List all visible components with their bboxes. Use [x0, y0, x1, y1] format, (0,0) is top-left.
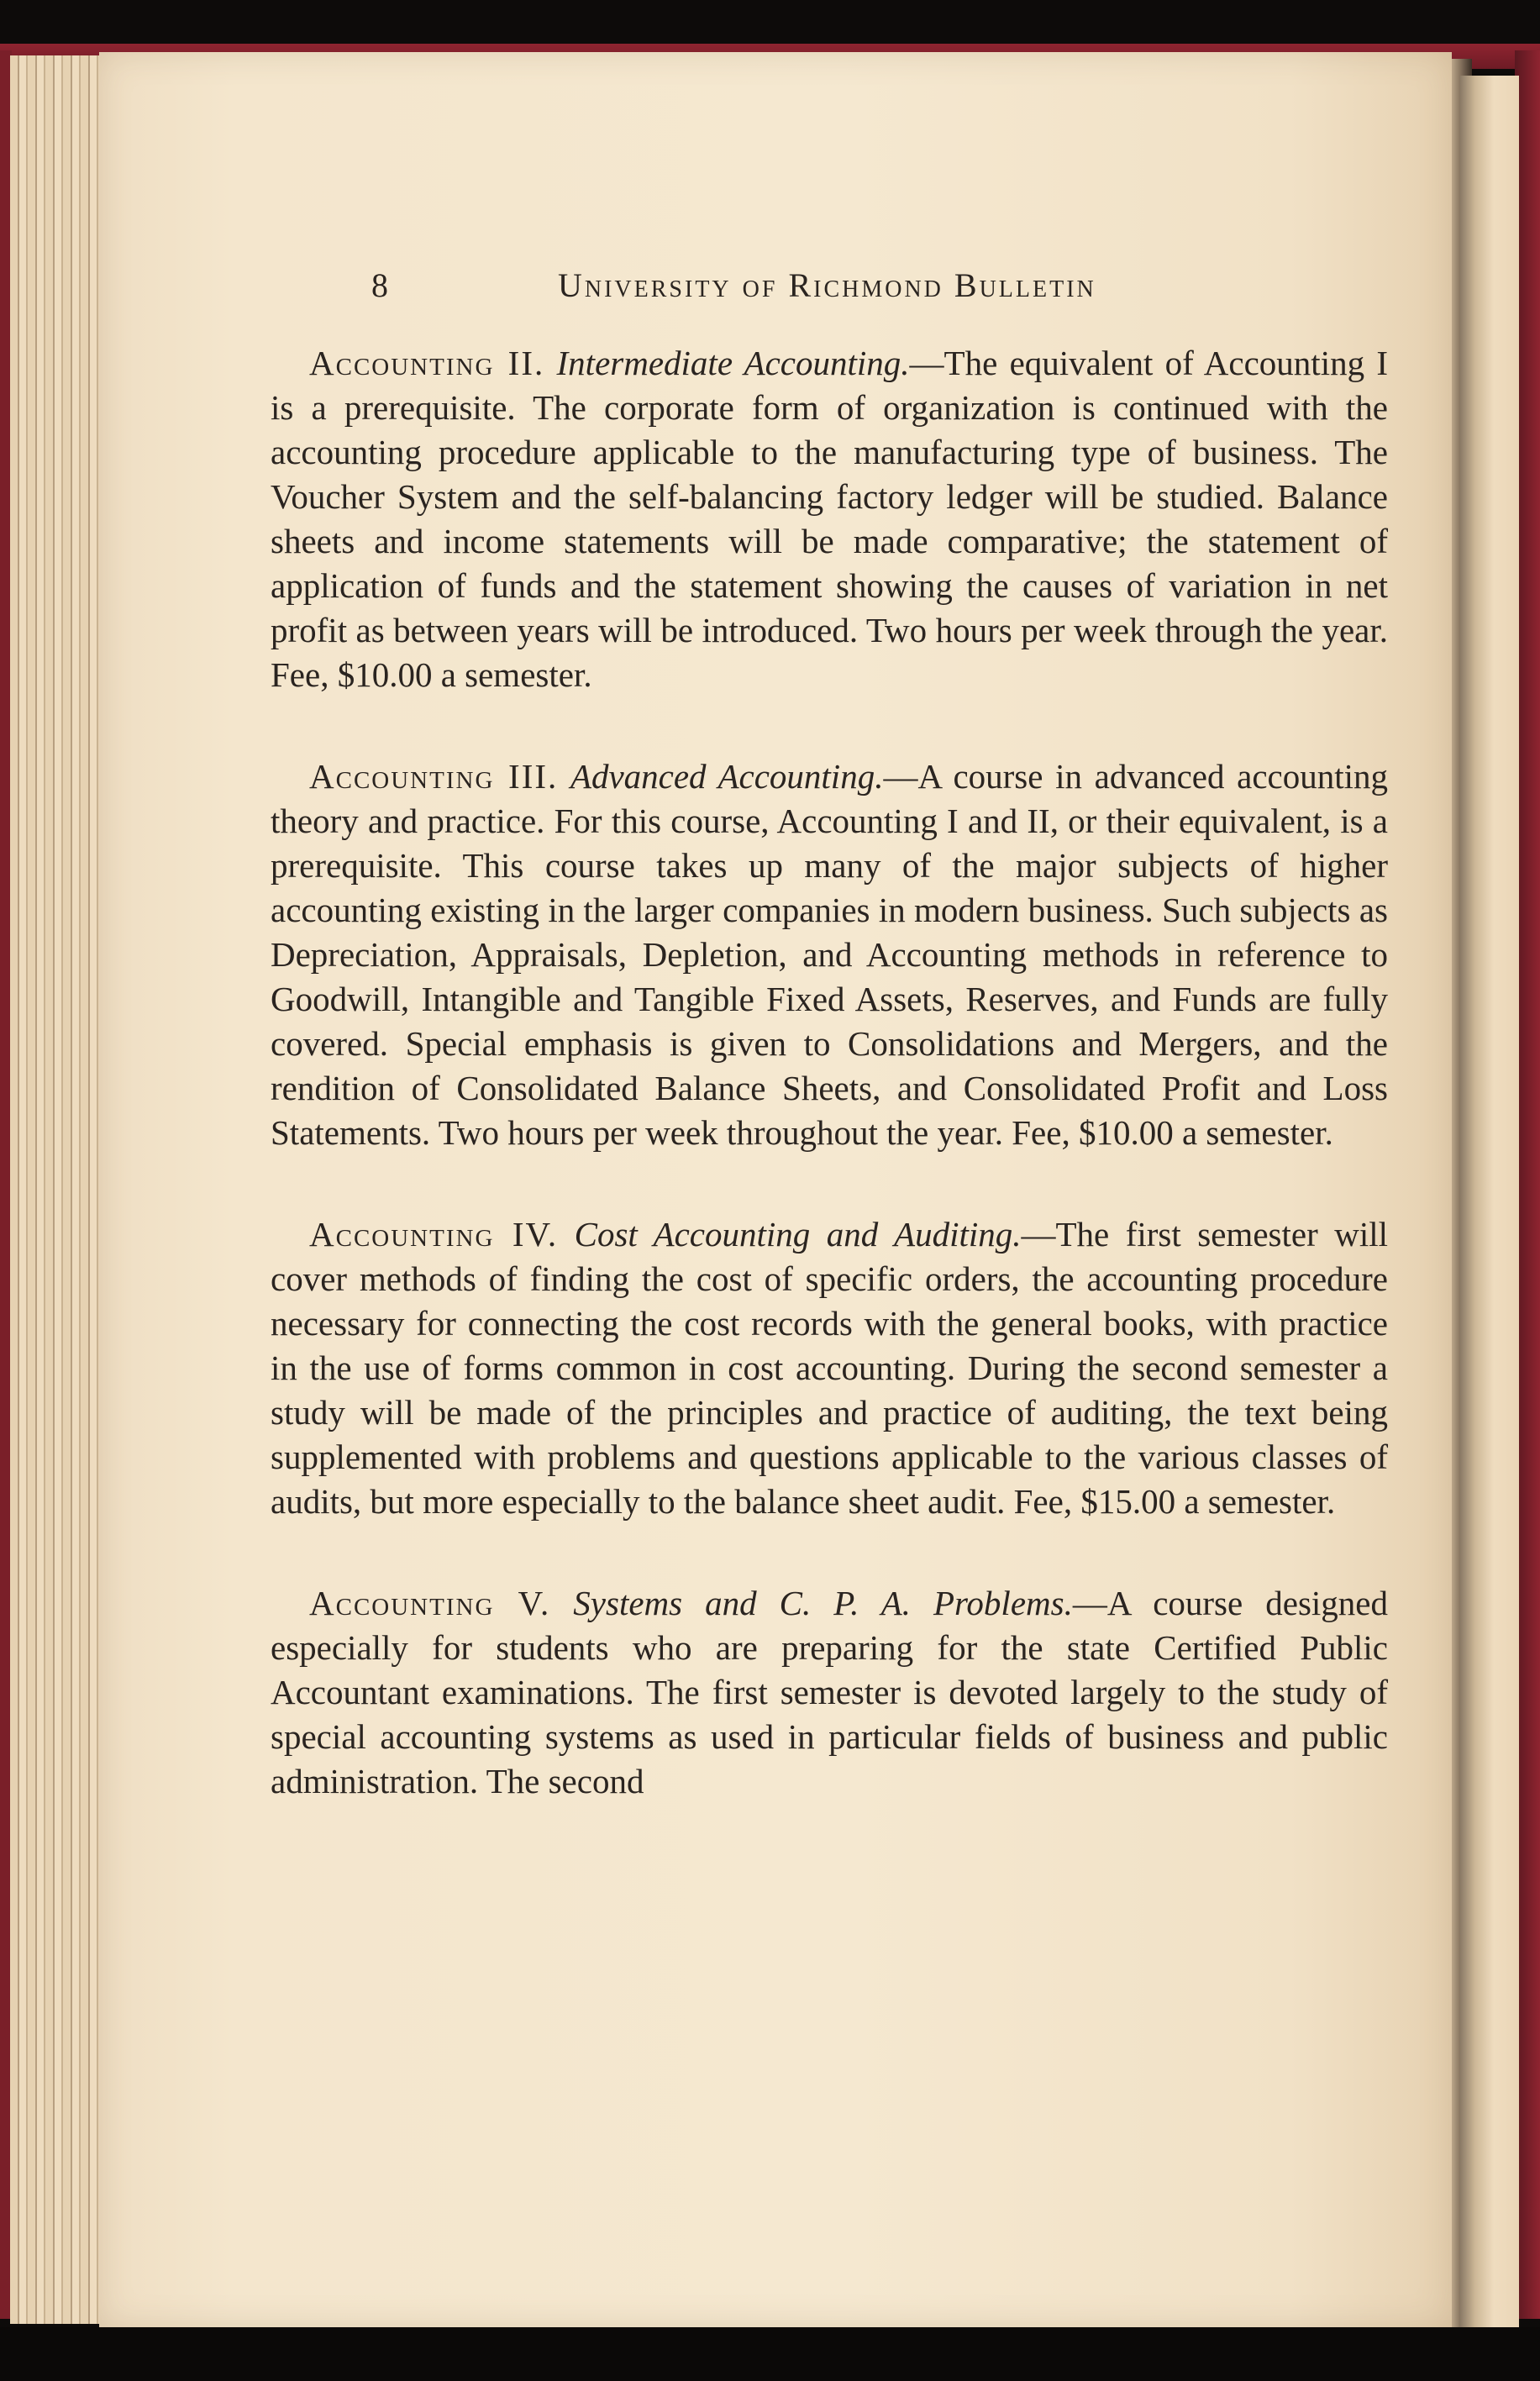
course-title: Advanced Accounting.	[570, 757, 884, 796]
course-heading: Accounting II.	[309, 344, 545, 382]
course-heading: Accounting V.	[309, 1584, 551, 1622]
course-entry-accounting-ii	[271, 341, 1388, 697]
running-head-title: University of Richmond Bulletin	[558, 266, 1096, 304]
course-description: —A course designed especially for students who are preparing for the state Certified Public Accountant examinations. The first semester is devoted largely to the study of special accounting systems as used in particular fields of business and public administration. The second	[271, 1584, 1388, 1800]
course-entry-accounting-iv	[271, 1212, 1388, 1524]
course-entry-accounting-v	[271, 1581, 1388, 1804]
course-heading: Accounting IV.	[309, 1215, 559, 1254]
stacked-page-edges	[10, 55, 111, 2324]
course-description: —The equivalent of Accounting I is a prerequisite. The corporate form of organization is continued with the accounting procedure applicable to the manufacturing type of business. The Voucher System and the self-balancing factory ledger will be studied. Balance sheets and income statements will be made comparative; the statement of application of funds and the statement showing the causes of variation in net profit as between years will be introduced. Two hours per week through the year. Fee, $10.00 a semester.	[271, 344, 1389, 694]
page-content	[271, 260, 1388, 1861]
course-description: —A course in advanced accounting theory and practice. For this course, Accounting I and II, or their equivalent, is a prerequisite. This course takes up many of the major subjects of higher accounting existing in the larger companies in modern business. Such subjects as Depreciation, Appraisals, Depletion, and Accounting methods in reference to Goodwill, Intangible and Tangible Fixed Assets, Reserves, and Funds are fully covered. Special emphasis is given to Consolidations and Mergers, and the rendition of Consolidated Balance Sheets, and Consolidated Profit and Loss Statements. Two hours per week throughout the year. Fee, $10.00 a semester.	[271, 757, 1388, 1152]
course-title: Cost Accounting and Auditing.	[574, 1215, 1022, 1254]
course-title: Intermediate Accounting.	[556, 344, 910, 382]
course-heading: Accounting III.	[309, 757, 559, 796]
scan-bottom-background	[0, 2327, 1540, 2381]
page-number: 8	[371, 266, 388, 304]
course-entry-accounting-iii	[271, 754, 1388, 1155]
running-head	[271, 260, 1388, 311]
facing-page-edge	[1460, 76, 1519, 2327]
course-description: —The first semester will cover methods of finding the cost of specific orders, the accounting procedure necessary for connecting the cost records with the general books, with practice in the use of forms common in cost accounting. During the second semester a study will be made of the principles and practice of auditing, the text being supplemented with problems and questions applicable to the various classes of audits, but more especially to the balance sheet audit. Fee, $15.00 a semester.	[271, 1215, 1388, 1521]
course-title: Systems and C. P. A. Problems.	[573, 1584, 1073, 1622]
